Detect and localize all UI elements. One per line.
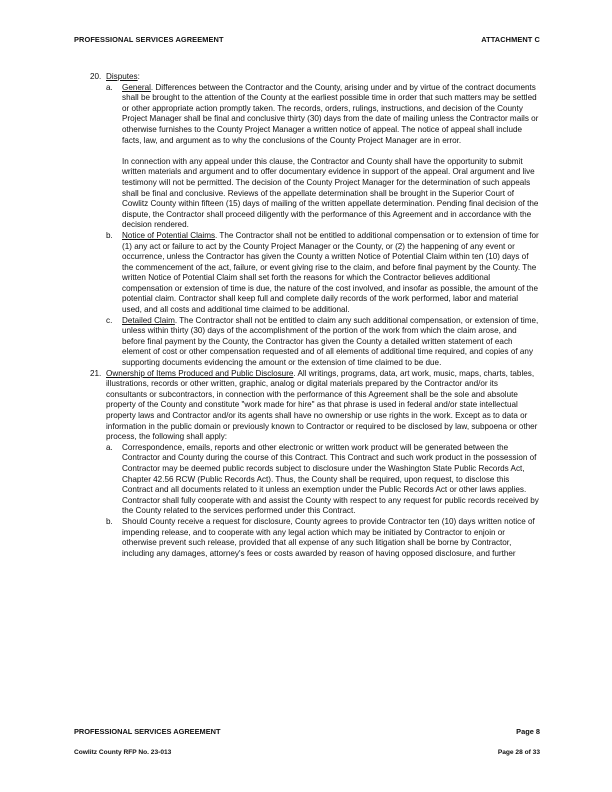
subsection-20c: [106, 316, 540, 369]
subsection-letter: b.: [106, 516, 113, 526]
page-footer: [74, 727, 540, 736]
section-21: [90, 369, 540, 560]
paragraph: Should County receive a request for disclosure, County agrees to provide Contractor ten (10) days written notice of impending release, and to cooperate with any legal action which may be initiated by Contractor to enjoin or otherwise prevent such release, provided that all expense of any such litigation shall be borne by Contractor, including any damages, attorney's fees or costs awarded by reason of having opposed disclosure, and further: [122, 516, 535, 558]
section-number: 20.: [90, 72, 102, 81]
paragraph: [106, 369, 540, 443]
subsection-20b: [106, 231, 540, 316]
section-number: 21.: [90, 368, 102, 378]
paragraph-text: . Differences between the Contractor and the County, arising under and by virtue of the contract documents shall be brought to the attention of the County at the earliest possible time in order that such matters may be settled or other appropriate action promptly taken. The records, orders, rulings, instructions, and decision of the County Project Manager shall be final and conclusive thirty (30) days from the date of mailing unless the Contractor mails or otherwise furnishes to the County Project Manager a written notice of appeal. The notice of appeal shall include facts, law, and argument as to why the conclusions of the County Project Manager are in error.: [122, 82, 539, 145]
footer-rfp-number: Cowlitz County RFP No. 23-013: [74, 749, 172, 756]
section-title: Disputes: [106, 72, 138, 81]
subsection-letter: c.: [106, 315, 113, 325]
section-title-suffix: :: [137, 72, 140, 81]
section-heading: [106, 72, 540, 83]
paragraph: [122, 231, 540, 316]
footer-title: PROFESSIONAL SERVICES AGREEMENT: [74, 727, 221, 736]
subsection-21a: [106, 443, 540, 517]
subsection-title: Detailed Claim: [122, 315, 175, 325]
footer-page-of: Page 28 of 33: [497, 749, 540, 756]
footer-page-number: Page 8: [516, 727, 540, 736]
subsection-letter: a.: [106, 442, 113, 452]
subsection-letter: a.: [106, 82, 113, 92]
paragraph: In connection with any appeal under this clause, the Contractor and County shall have the opportunity to submit written materials and argument and to offer documentary evidence in support of the appeal. Oral argument and live testimony will not be permitted. The decision of the County Project Manager for the determination of such appeals shall be final and conclusive. Reviews of the appellate determination shall be brought in the Superior Court of Cowlitz County within fifteen (15) days of mailing of the written appellate determination. Pending final decision of the dispute, the Contractor shall proceed diligently with the performance of this Agreement and in accordance with the decision rendered.: [122, 156, 539, 230]
subsection-21b: [106, 517, 540, 559]
subsection-title: Notice of Potential Claims: [122, 230, 216, 240]
page-header: [74, 35, 540, 44]
header-attachment: ATTACHMENT C: [481, 35, 540, 44]
document-body: [90, 72, 540, 559]
section-title: Ownership of Items Produced and Public Disclosure: [106, 368, 294, 378]
subsection-20a: [106, 83, 540, 231]
subsection-letter: b.: [106, 230, 113, 240]
paragraph: [122, 316, 540, 369]
paragraph-text: . The Contractor shall not be entitled to claim any such additional compensation, or extension of time, unless within thirty (30) days of the accomplishment of the portion of the work from which the claim arose, and before final payment by the County, the Contractor has given the County a detailed written statement of each element of cost or other compensation requested and of all elements of additional time required, and copies of any supporting documents evidencing the amount or the extension of time claimed to be due.: [122, 315, 539, 368]
page-footer-rfp: [74, 749, 540, 756]
subsection-title: General: [122, 82, 151, 92]
paragraph: Correspondence, emails, reports and other electronic or written work product will be generated between the Contractor and County during the course of this Contract. This Contract and such work product in the possession of Contractor may be deemed public records subject to disclosure under the Washington State Public Records Act, Chapter 42.56 RCW (Public Records Act). Thus, the County shall be required, upon request, to disclose this Contract and all documents related to it unless an exemption under the Public Records Act or other laws applies. Contractor shall fully cooperate with and assist the County with respect to any request for public records received by the County related to the services performed under this Contract.: [122, 442, 539, 516]
section-20: [90, 72, 540, 369]
header-title: PROFESSIONAL SERVICES AGREEMENT: [74, 35, 224, 44]
paragraph: [122, 83, 540, 147]
paragraph-text: . All writings, programs, data, art work, music, maps, charts, tables, illustrations, records or other written, graphic, analog or digital materials prepared by the Contractor and/or its consultants or subcontractors, in connection with the performance of this Agreement shall be the sole and absolute property of the County and constitute "work made for hire" as that phrase is used in federal and/or state intellectual property laws and Contractor and/or its agents shall have no ownership or use rights in the work. Except as to data or information in the public domain or previously known to Contractor or required to be disclosed by law, subpoena or other process, the following shall apply:: [106, 368, 538, 442]
paragraph-text: . The Contractor shall not be entitled to additional compensation or to extension of time for (1) any act or failure to act by the County Project Manager or the County, or (2) the happening of any event or occurrence, unless the Contractor has given the County a written Notice of Potential Claim within ten (10) days of the commencement of the act, failure, or event giving rise to the claim, and before final payment by the County. The written Notice of Potential Claim shall set forth the reasons for which the Contractor believes additional compensation or extension of time is due, the nature of the cost involved, and insofar as possible, the amount of the potential claim. Contractor shall keep full and complete daily records of the work performed, labor and material used, and all costs and additional time claimed to be additional.: [122, 230, 539, 315]
